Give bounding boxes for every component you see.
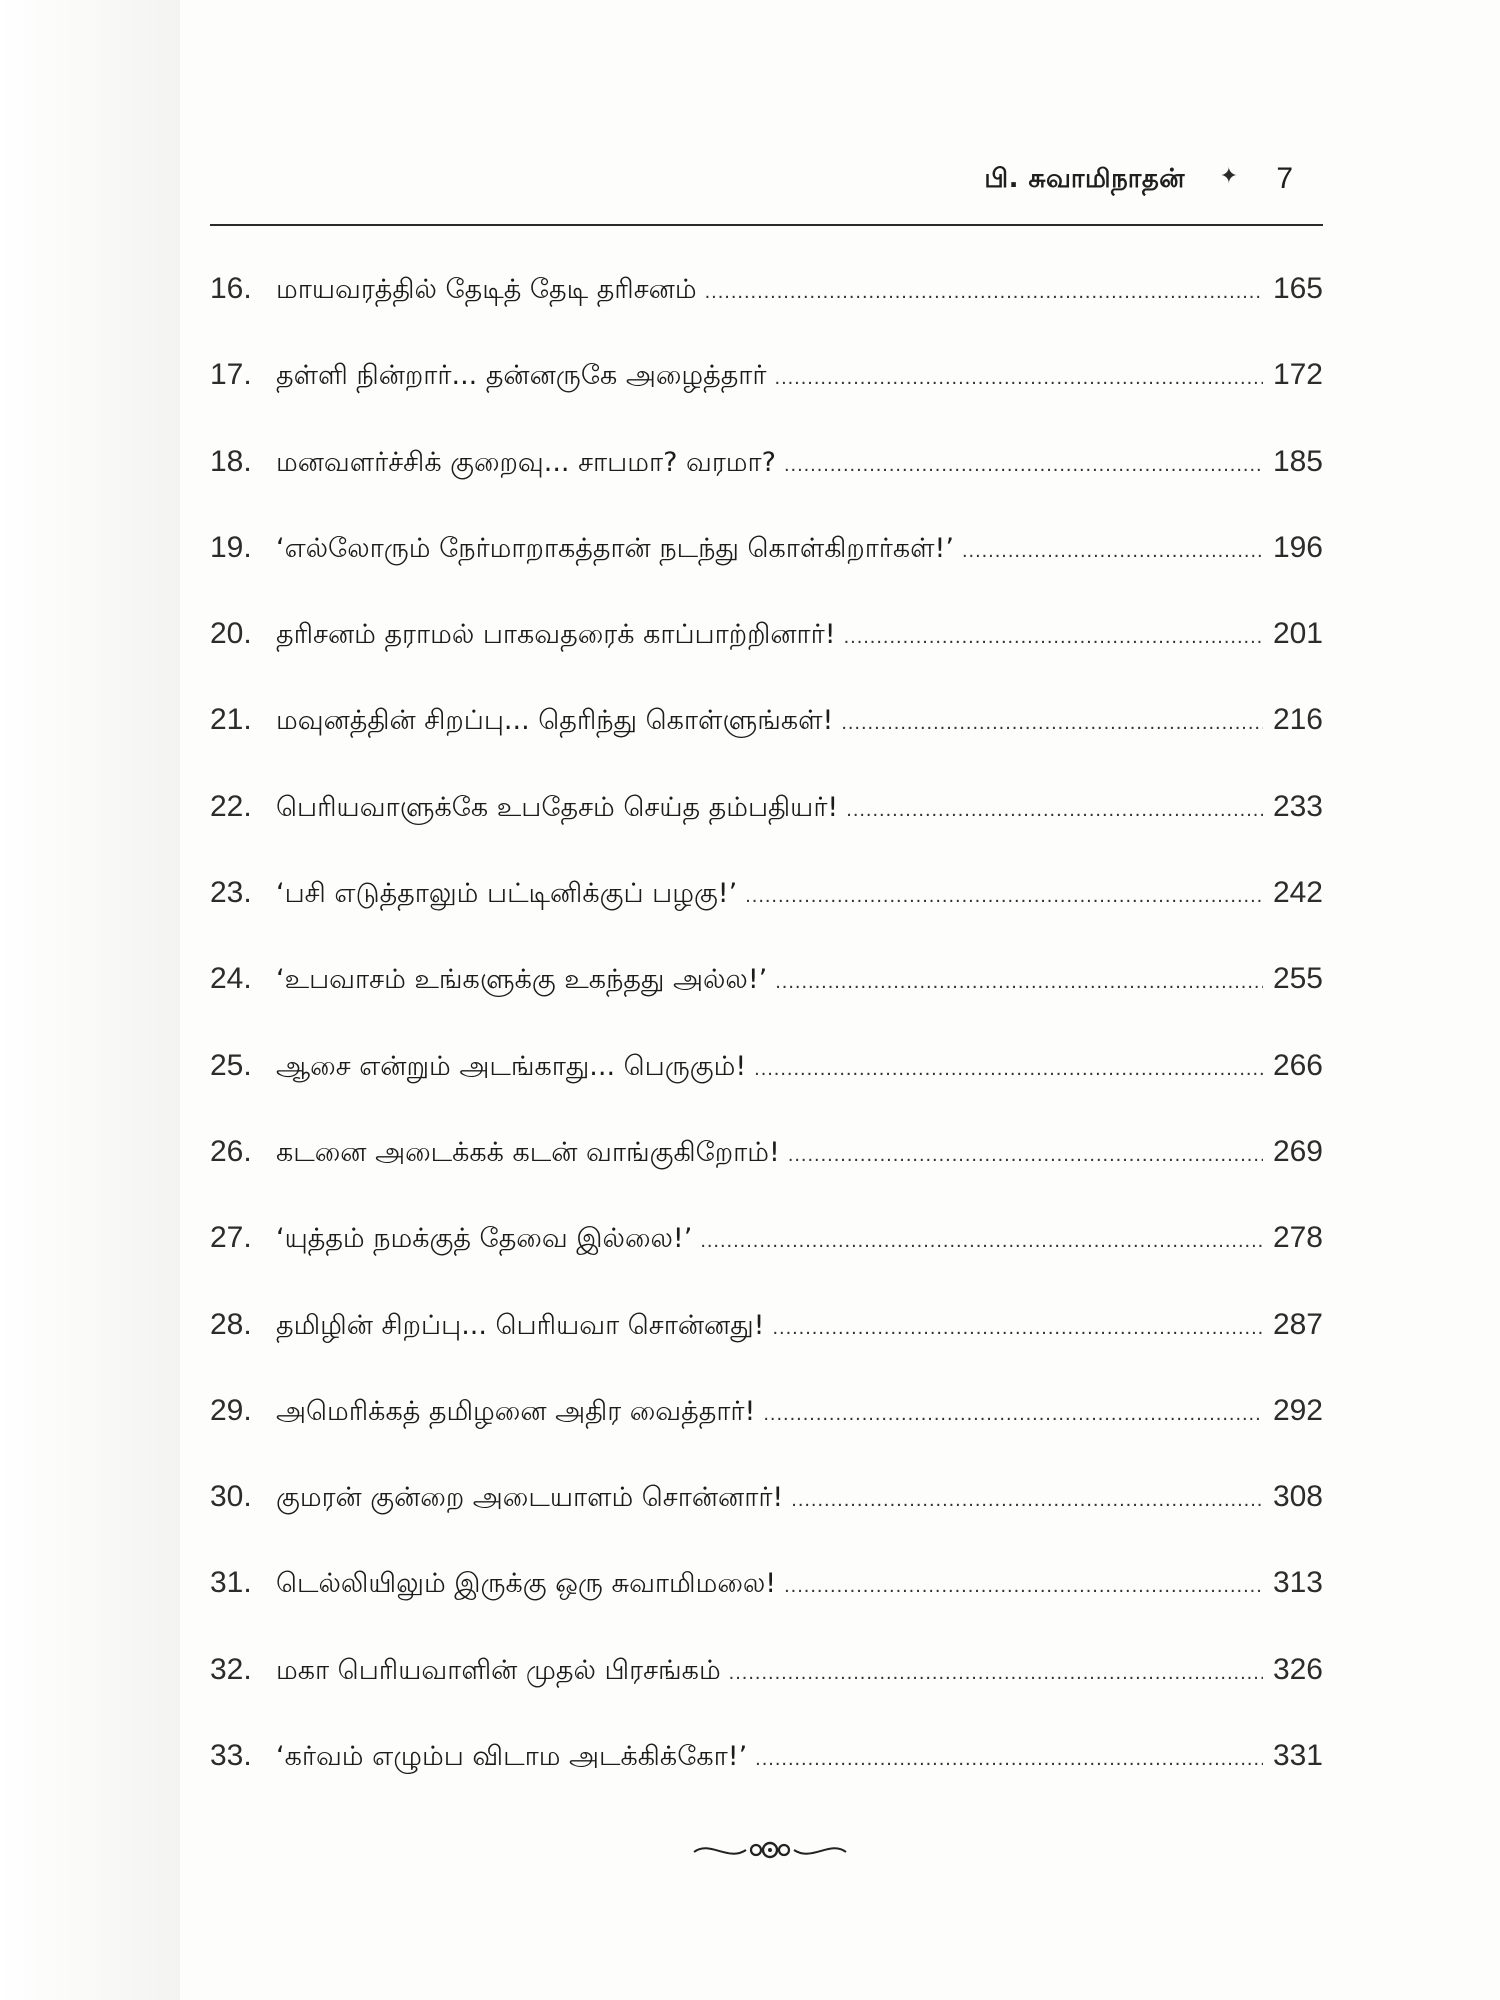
toc-dot-leader [729,1662,1263,1685]
toc-entry-page: 308 [1272,1480,1323,1514]
toc-entry-number: 20. [210,617,252,651]
toc-entry-page: 216 [1272,703,1323,737]
toc-entry-number: 17. [210,358,252,392]
toc-entry-title: தள்ளி நின்றார்... தன்னருகே அழைத்தார் [276,360,767,392]
toc-entry [210,1049,1323,1135]
toc-entry-title: ‘யுத்தம் நமக்குத் தேவை இல்லை!’ [276,1223,693,1255]
toc-entry [210,1394,1323,1480]
toc-dot-leader [763,1403,1263,1426]
toc-entry-page: 201 [1272,617,1323,651]
toc-entry [210,1566,1323,1652]
toc-entry-number: 27. [210,1221,252,1255]
toc-entry-page: 331 [1272,1739,1323,1773]
toc-entry-number: 26. [210,1134,252,1168]
toc-dot-leader [844,626,1263,649]
toc-dot-leader [841,712,1263,735]
toc-entry-number: 16. [210,272,252,305]
toc-entry [210,358,1323,444]
toc-entry-title: தரிசனம் தராமல் பாகவதரைக் காப்பாற்றினார்! [276,619,836,651]
toc-entry [210,617,1323,703]
toc-entry-title: மாயவரத்தில் தேடித் தேடி தரிசனம் [276,274,697,305]
toc-entry [210,272,1323,358]
toc-dot-leader [754,1058,1263,1081]
toc-entry-title: ‘உபவாசம் உங்களுக்கு உகந்தது அல்ல!’ [276,964,768,996]
toc-dot-leader [772,1317,1263,1340]
toc-dot-leader [775,367,1263,390]
page-gutter-shadow [0,0,180,2000]
running-header [210,160,1320,208]
toc-entry-number: 30. [210,1480,252,1514]
toc-entry-page: 196 [1272,530,1323,564]
toc-entry-page: 233 [1272,789,1323,823]
toc-entry-title: டெல்லியிலும் இருக்கு ஒரு சுவாமிமலை! [276,1568,777,1600]
toc-entry-page: 287 [1272,1307,1323,1341]
toc-entry [210,531,1323,617]
toc-entry-number: 25. [210,1048,252,1082]
toc-entry-number: 24. [210,962,252,996]
toc-entry [210,1135,1323,1221]
toc-entry-number: 33. [210,1739,252,1773]
toc-entry-page: 266 [1272,1048,1323,1082]
toc-entry-title: மகா பெரியவாளின் முதல் பிரசங்கம் [276,1654,721,1686]
toc-dot-leader [846,799,1263,822]
toc-dot-leader [962,540,1263,563]
toc-entry [210,962,1323,1048]
toc-entry-page: 172 [1272,358,1323,392]
toc-entry-number: 18. [210,444,252,478]
toc-entry-page: 326 [1272,1652,1323,1686]
toc-entry-page: 185 [1272,444,1323,478]
toc-entry-title: அமெரிக்கத் தமிழனை அதிர வைத்தார்! [276,1395,756,1427]
toc-dot-leader [745,885,1263,908]
toc-entry-title: குமரன் குன்றை அடையாளம் சொன்னார்! [276,1482,784,1514]
toc-entry-number: 28. [210,1307,252,1341]
toc-dot-leader [788,1144,1263,1167]
toc-dot-leader [705,281,1263,304]
scroll-flourish-icon [690,1832,850,1868]
toc-entry-page: 255 [1272,962,1323,996]
header-page-number: 7 [1276,162,1293,195]
toc-entry-title: தமிழின் சிறப்பு... பெரியவா சொன்னது! [276,1309,765,1341]
toc-entry-page: 269 [1272,1134,1323,1168]
toc-entry [210,1308,1323,1394]
toc-entry [210,1480,1323,1566]
toc-entry [210,1653,1323,1739]
toc-entry [210,445,1323,531]
toc-entry-title: மனவளர்ச்சிக் குறைவு... சாபமா? வரமா? [276,446,776,478]
toc-dot-leader [791,1489,1263,1512]
toc-entry-title: ஆசை என்றும் அடங்காது... பெருகும்! [276,1050,747,1082]
toc-entry [210,703,1323,789]
header-rule [210,224,1323,226]
toc-entry [210,1739,1323,1825]
toc-entry-page: 313 [1272,1566,1323,1600]
toc-entry-number: 31. [210,1566,252,1600]
toc-entry-number: 32. [210,1652,252,1686]
toc-dot-leader [775,971,1263,994]
toc-entry-number: 22. [210,789,252,823]
toc-entry-title: மவுனத்தின் சிறப்பு... தெரிந்து கொள்ளுங்கள்! [276,705,834,737]
toc-entry-title: பெரியவாளுக்கே உபதேசம் செய்த தம்பதியர்! [276,791,839,823]
toc-entry-page: 292 [1272,1393,1323,1427]
toc-entry-number: 21. [210,703,252,737]
toc-entry-title: கடனை அடைக்கக் கடன் வாங்குகிறோம்! [276,1136,780,1168]
toc-entry-title: ‘கர்வம் எழும்ப விடாம அடக்கிக்கோ!’ [276,1741,748,1773]
toc-entry-page: 165 [1272,272,1323,305]
toc-dot-leader [784,454,1263,477]
header-author: பி. சுவாமிநாதன் [984,164,1185,194]
toc-entry [210,876,1323,962]
toc-dot-leader [700,1230,1263,1253]
toc-entry [210,790,1323,876]
toc-dot-leader [755,1748,1263,1771]
toc-dot-leader [784,1575,1263,1598]
toc-entry-number: 29. [210,1393,252,1427]
table-of-contents [210,272,1323,1825]
toc-entry-title: ‘பசி எடுத்தாலும் பட்டினிக்குப் பழகு!’ [276,878,738,910]
toc-entry-page: 242 [1272,876,1323,910]
toc-entry-number: 19. [210,530,252,564]
toc-entry-page: 278 [1272,1221,1323,1255]
toc-entry-title: ‘எல்லோரும் நேர்மாறாகத்தான் நடந்து கொள்கிறார்கள்!’ [276,532,954,564]
header-separator-icon: ✦ [1219,164,1238,189]
toc-entry [210,1221,1323,1307]
toc-entry-number: 23. [210,876,252,910]
